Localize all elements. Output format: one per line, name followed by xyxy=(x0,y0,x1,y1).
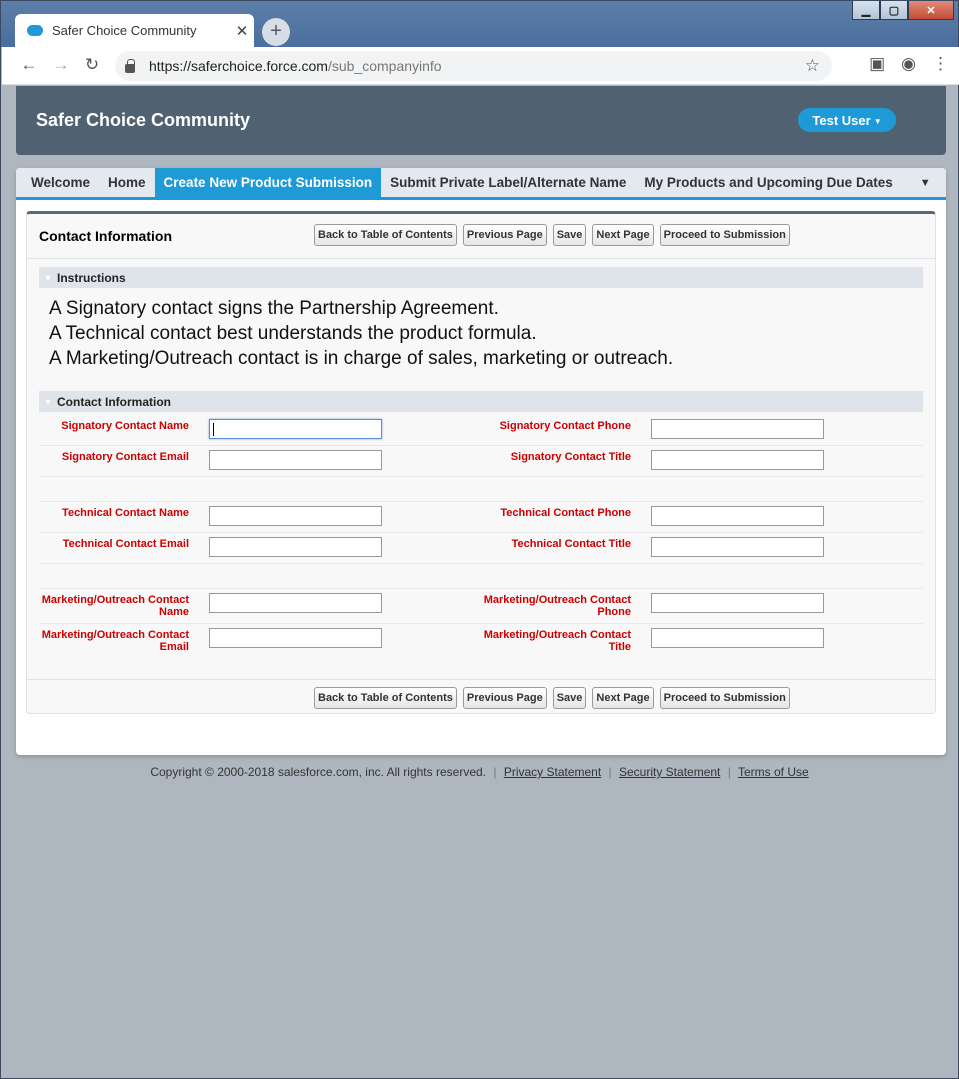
tab-title: Safer Choice Community xyxy=(52,23,197,38)
previous-page-button[interactable]: Previous Page xyxy=(463,224,547,246)
technical-email-label: Technical Contact Email xyxy=(62,538,189,550)
back-arrow-icon[interactable]: ← xyxy=(20,55,38,74)
marketing-name-input[interactable] xyxy=(209,593,382,613)
signatory-name-input[interactable] xyxy=(209,419,382,439)
next-page-button[interactable]: Next Page xyxy=(592,224,653,246)
marketing-email-input[interactable] xyxy=(209,628,382,648)
signatory-email-label: Signatory Contact Email xyxy=(61,451,189,463)
salesforce-cloud-icon xyxy=(27,25,43,36)
user-menu-button[interactable] xyxy=(798,108,896,132)
privacy-statement-link[interactable]: Privacy Statement xyxy=(503,765,602,779)
row-divider xyxy=(39,532,923,533)
instruction-technical: A Technical contact best understands the product formula. xyxy=(49,323,537,344)
text-cursor xyxy=(213,423,214,436)
menu-dots-icon[interactable]: ⋮ xyxy=(932,54,949,73)
address-bar[interactable] xyxy=(115,51,832,81)
signatory-title-label: Signatory Contact Title xyxy=(510,451,631,463)
bookmark-star-icon[interactable]: ☆ xyxy=(804,56,820,75)
footer-separator: | xyxy=(727,765,731,779)
url-path: /sub_companyinfo xyxy=(327,58,442,74)
signatory-phone-label: Signatory Contact Phone xyxy=(499,420,631,432)
contact-header-label: Contact Information xyxy=(57,394,171,409)
top-button-row xyxy=(314,224,790,246)
more-tabs-chevron-icon[interactable]: ▼ xyxy=(919,176,931,189)
page-viewport xyxy=(2,86,957,1078)
technical-name-label: Technical Contact Name xyxy=(62,507,189,519)
tab-submit-private-label[interactable]: Submit Private Label/Alternate Name xyxy=(390,175,627,190)
site-header xyxy=(16,86,946,155)
cast-icon[interactable]: ▣ xyxy=(869,54,886,73)
instruction-marketing: A Marketing/Outreach contact is in charge of sales, marketing or outreach. xyxy=(49,348,674,369)
row-divider xyxy=(39,563,923,564)
contact-info-panel xyxy=(26,211,936,714)
browser-toolbar xyxy=(2,47,959,85)
page-footer xyxy=(2,765,957,779)
back-to-toc-button[interactable]: Back to Table of Contents xyxy=(314,687,457,709)
forward-arrow-icon[interactable]: → xyxy=(52,55,70,74)
browser-tab[interactable] xyxy=(15,14,254,47)
marketing-phone-label: Marketing/Outreach Contact Phone xyxy=(483,594,631,618)
tab-create-new-product-submission[interactable]: Create New Product Submission xyxy=(155,168,382,197)
close-window-button[interactable]: ✕ xyxy=(908,1,954,20)
site-title: Safer Choice Community xyxy=(36,110,251,130)
new-tab-button[interactable]: + xyxy=(262,18,290,46)
save-button[interactable]: Save xyxy=(553,687,587,709)
signatory-name-label: Signatory Contact Name xyxy=(61,420,189,432)
signatory-title-input[interactable] xyxy=(651,450,824,470)
technical-title-input[interactable] xyxy=(651,537,824,557)
instructions-section-header[interactable] xyxy=(39,267,923,288)
url-host: https://saferchoice.force.com xyxy=(149,58,328,74)
instructions-header-label: Instructions xyxy=(57,270,126,285)
technical-email-input[interactable] xyxy=(209,537,382,557)
window-controls xyxy=(852,1,954,20)
back-to-toc-button[interactable]: Back to Table of Contents xyxy=(314,224,457,246)
account-icon[interactable]: ◉ xyxy=(901,54,916,73)
footer-separator: | xyxy=(608,765,612,779)
row-divider xyxy=(39,445,923,446)
signatory-email-input[interactable] xyxy=(209,450,382,470)
row-divider xyxy=(39,623,923,624)
panel-title: Contact Information xyxy=(39,228,172,244)
caret-down-icon: ▼ xyxy=(873,116,882,126)
row-divider xyxy=(39,501,923,502)
instructions-text xyxy=(49,296,673,371)
tab-close-icon[interactable]: ✕ xyxy=(235,22,249,40)
instruction-signatory: A Signatory contact signs the Partnership Agreement. xyxy=(49,298,499,319)
maximize-button[interactable]: ▢ xyxy=(880,1,908,20)
bottom-button-row xyxy=(314,687,790,709)
marketing-email-label: Marketing/Outreach Contact Email xyxy=(41,629,189,653)
tab-home[interactable]: Home xyxy=(108,175,146,190)
lock-icon xyxy=(125,64,135,73)
marketing-phone-input[interactable] xyxy=(651,593,824,613)
previous-page-button[interactable]: Previous Page xyxy=(463,687,547,709)
user-name: Test User xyxy=(812,112,871,128)
technical-phone-input[interactable] xyxy=(651,506,824,526)
footer-separator: | xyxy=(493,765,497,779)
main-content xyxy=(16,168,946,755)
proceed-to-submission-button[interactable]: Proceed to Submission xyxy=(660,687,790,709)
technical-name-input[interactable] xyxy=(209,506,382,526)
terms-of-use-link[interactable]: Terms of Use xyxy=(737,765,809,779)
row-divider xyxy=(39,588,923,589)
save-button[interactable]: Save xyxy=(553,224,587,246)
toolbar-right-icons xyxy=(869,54,949,74)
technical-phone-label: Technical Contact Phone xyxy=(500,507,631,519)
technical-title-label: Technical Contact Title xyxy=(511,538,631,550)
minimize-button[interactable]: ▁ xyxy=(852,1,880,20)
tab-my-products[interactable]: My Products and Upcoming Due Dates xyxy=(644,175,893,190)
proceed-to-submission-button[interactable]: Proceed to Submission xyxy=(660,224,790,246)
contact-section-header[interactable] xyxy=(39,391,923,412)
reload-icon[interactable]: ↻ xyxy=(84,55,100,74)
security-statement-link[interactable]: Security Statement xyxy=(619,765,721,779)
signatory-phone-input[interactable] xyxy=(651,419,824,439)
tab-welcome[interactable]: Welcome xyxy=(31,175,91,190)
panel-footer xyxy=(27,679,935,715)
row-divider xyxy=(39,476,923,477)
collapse-triangle-icon[interactable]: ▼ xyxy=(43,396,53,407)
next-page-button[interactable]: Next Page xyxy=(592,687,653,709)
marketing-title-label: Marketing/Outreach Contact Title xyxy=(483,629,631,653)
title-bar xyxy=(1,1,958,47)
panel-header xyxy=(27,214,935,259)
nav-tabs xyxy=(16,168,946,200)
collapse-triangle-icon[interactable]: ▼ xyxy=(43,272,53,283)
copyright-text: Copyright © 2000-2018 salesforce.com, inc. All rights reserved. xyxy=(150,765,486,779)
marketing-name-label: Marketing/Outreach Contact Name xyxy=(41,594,189,618)
marketing-title-input[interactable] xyxy=(651,628,824,648)
